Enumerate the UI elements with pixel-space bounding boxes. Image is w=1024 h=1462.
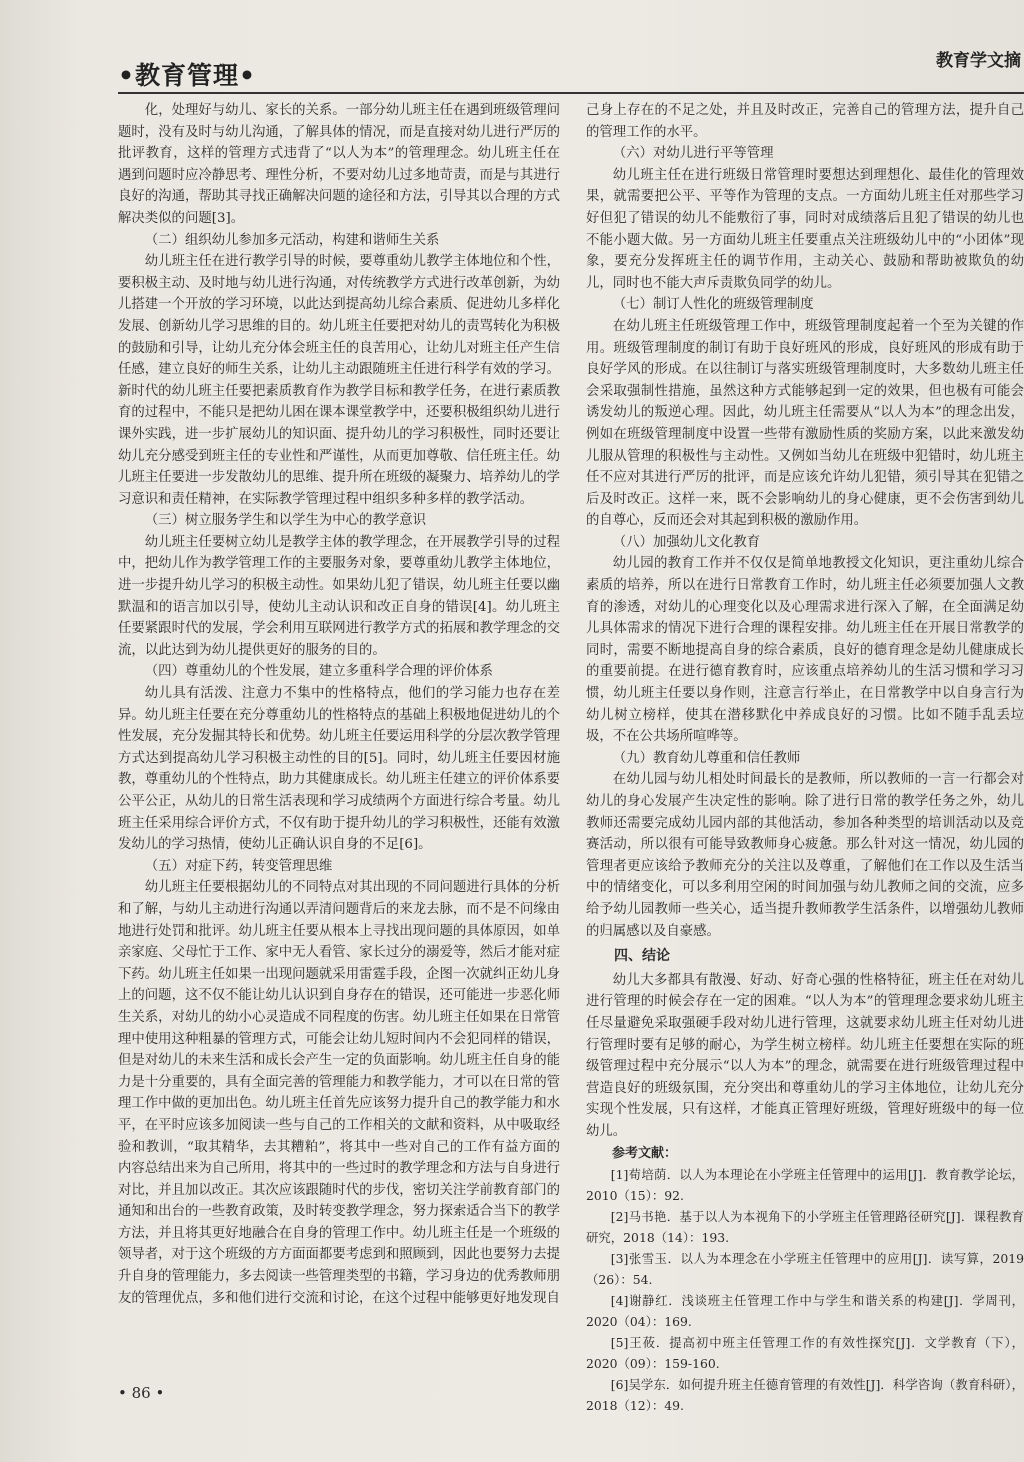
reference-item: [3]张雪玉．以人为本理念在小学班主任管理中的应用[J]．读写算，2019（26）：54. [586,1251,1024,1288]
body-paragraph: 幼儿园的教育工作并不仅仅是简单地教授文化知识，更注重幼儿综合素质的培养，所以在进行日常教育工作时，幼儿班主任必须要加强人文教育的渗透，对幼儿的心理变化以及心理需求进行深入了解，在全面满足幼儿具体需求的情况下进行合理的课程安排。幼儿班主任在开展日常教学的同时，需要不断地提高自身的综合素质，良好的德育理念是幼儿健康成长的重要前提。在进行德育教育时，应该重点培养幼儿的生活习惯和学习习惯，幼儿班主任要以身作则，注意言行举止，在日常教学中以自身言行为幼儿树立榜样，使其在潜移默化中养成良好的习惯。比如不随手乱丢垃圾，不在公共场所喧哗等。 [586,556,1024,745]
body-paragraph: 幼儿班主任要根据幼儿的不同特点对其出现的不同问题进行具体的分析和了解，与幼儿主动进行沟通以弄清问题背后的来龙去脉，而不是不问缘由地进行处罚和批评。幼儿班主任要从根本上寻找出现问题的具体原因，如单亲家庭、父母忙于工作、家中无人看管、家长过分的溺爱等，然后才能对症下药。幼儿班主任如果一出现问题就采用雷霆手段，企图一次就纠正幼儿身上的问题，这不仅不能让幼儿认识到自身存在的错误，还可能进一步恶化师生关系，对幼儿的幼小心灵造成不同程度的伤害。幼儿班主任如果在日常管理中使用这种粗暴的管理方式，可能会让幼儿短时间内不会犯同样的错误，但是对幼儿的未来生活和成长会产生一定的负面影响。幼儿班主任自身的能力是十分重要的，具有全面完善的管理能力和教学能力，才可以在日常的管理工作中做的更加出色。幼儿班主任首先应该努力提升自己的教学能力和水平，在平时应该多加阅读一些与自己的工作相关的文献和资料，从中吸取经验和教训，“取其精华，去其糟粕”，将其中一些对自己的工作有益方面的内容总结出来为自己所用，将其中的一些过时的教学理念和方法与自身进行对比，并且加以改正。其次应该跟随时代的步伐，密切关注学前教育部门的通知和出台的一些教育政策，及时转变教学理念，努力探索适合当下的教学方法，并且将其更好地融合在自身的管理工作中。幼儿班主任是一个班级的领导者，对于这个班级的方方面面都要考虑到和照顾到，因此也要努力去提升自身的管理能力，多去阅读一些管理类型的书籍，学习身边的优秀教师朋友的管理优点，多和他们进行交流和讨论，在这个过程中能够更好地发现自 [118,880,560,1306]
section-subheading: （七）制订人性化的班级管理制度 [612,297,814,313]
body-paragraph: 在幼儿园与幼儿相处时间最长的是教师，所以教师的一言一行都会对幼儿的身心发展产生决定性的影响。除了进行日常的教学任务之外，幼儿教师还需要完成幼儿园内部的其他活动，参加各种类型的培训活动以及竞赛活动，所以很有可能导致教师身心疲惫。那么针对这一情况，幼儿园的管理者更应该给予教师充分的关注以及尊重，了解他们在工作以及生活当中的情绪变化，可以多利用空闲的时间加强与幼儿教师之间的交流，应多给予幼儿园教师一些关心，适当提升教师教学生活条件，以增强幼儿教师的归属感以及自豪感。 [586,772,1024,939]
body-paragraph: 幼儿班主任在进行教学引导的时候，要尊重幼儿教学主体地位和个性，要积极主动、及时地与幼儿进行沟通，对传统教学方式进行改革创新，为幼儿搭建一个开放的学习环境，以此达到提高幼儿综合素质、促进幼儿多样化发展、创新幼儿学习思维的目的。幼儿班主任要把对幼儿的责骂转化为积极的鼓励和引导，让幼儿充分体会班主任的良苦用心，让幼儿对班主任产生信任感，建立良好的师生关系，让幼儿主动跟随班主任进行科学有效的学习。新时代的幼儿班主任要把素质教育作为教学目标和教学任务，在进行素质教育的过程中，不能只是把幼儿困在课本课堂教学中，还要积极组织幼儿进行课外实践，进一步扩展幼儿的知识面、提升幼儿的学习积极性，同时还要让幼儿充分感受到班主任的专业性和严谨性，从而更加尊敬、信任班主任。幼儿班主任要进一步发散幼儿的思维、提升所在班级的凝聚力、培养幼儿的学习意识和责任精神，在实际教学管理过程中组织多种多样的教学活动。 [118,254,560,507]
reference-item: [4]谢静红．浅谈班主任管理工作中与学生和谐关系的构建[J]．学周刊，2020（04）：169. [586,1293,1024,1330]
section-subheading: （六）对幼儿进行平等管理 [612,146,774,162]
body-paragraph: 幼儿大多都具有散漫、好动、好奇心强的性格特征，班主任在对幼儿进行管理的时候会存在一定的困难。“以人为本”的管理理念要求幼儿班主任尽量避免采取强硬手段对幼儿进行管理，这就要求幼儿班主任对幼儿进行管理时要有足够的耐心，为学生树立榜样。幼儿班主任要想在实际的班级管理过程中充分展示“以人为本”的理念，就需要在进行班级管理过程中营造良好的班级氛围，充分突出和尊重幼儿的学习主体地位，让幼儿充分实现个性发展，只有这样，才能真正管理好班级，管理好班级中的每一位幼儿。 [586,972,1024,1139]
reference-item: [6]吴学东．如何提升班主任德育管理的有效性[J]．科学咨询（教育科研），2018（12）：49. [586,1377,1024,1414]
body-paragraph: 化，处理好与幼儿、家长的关系。一部分幼儿班主任在遇到班级管理问题时，没有及时与幼儿沟通，了解具体的情况，而是直接对幼儿进行严厉的批评教育，这样的管理方式违背了“以人为本”的管理理念。幼儿班主任在遇到问题时应冷静思考、理性分析，不要对幼儿过多地苛责，而是与其进行良好的沟通，帮助其寻找正确解决问题的途径和方法，引导其以合理的方式解决类似的问题[3]。 [118,103,560,226]
section-subheading: （八）加强幼儿文化教育 [612,534,761,550]
body-paragraph: 己身上存在的不足之处，并且及时改正，完善自己的管理方法，提升自己的管理工作的水平。 [586,103,1024,140]
reference-item: [2]马书艳．基于以人为本视角下的小学班主任管理路径研究[J]．课程教育研究，2018（14）：193. [586,1209,1024,1246]
section-subheading: （九）教育幼儿尊重和信任教师 [612,750,801,766]
journal-name: 教育学文摘 [936,51,1021,71]
section-header: •教育管理• [118,61,256,90]
section-subheading: （五）对症下药，转变管理思维 [144,858,333,874]
section-subheading: （二）组织幼儿参加多元活动，构建和谐师生关系 [144,232,440,248]
section-subheading: （三）树立服务学生和以学生为中心的教学意识 [144,513,426,529]
left-column [118,100,560,1309]
body-paragraph: 幼儿班主任要树立幼儿是教学主体的教学理念，在开展教学引导的过程中，把幼儿作为教学管理工作的主要服务对象，要尊重幼儿教学主体地位，进一步提升幼儿学习的积极主动性。如果幼儿犯了错误，幼儿班主任要以幽默温和的语言加以引导，使幼儿主动认识和改正自身的错误[4]。幼儿班主任要紧跟时代的发展，学会利用互联网进行教学方式的拓展和教学理念的交流，以此达到为幼儿提供更好的服务的目的。 [118,534,560,658]
body-paragraph: 幼儿班主任在进行班级日常管理时要想达到理想化、最佳化的管理效果，就需要把公平、平等作为管理的支点。一方面幼儿班主任对那些学习好但犯了错误的幼儿不能敷衍了事，同时对成绩落后且犯了错误的幼儿也不能小题大做。另一方面幼儿班主任要重点关注班级幼儿中的“小团体”现象，要充分发挥班主任的调节作用，主动关心、鼓励和帮助被欺负的幼儿，同时也不能大声斥责欺负同学的幼儿。 [586,167,1024,291]
body-paragraph: 幼儿具有活泼、注意力不集中的性格特点，他们的学习能力也存在差异。幼儿班主任要在充分尊重幼儿的性格特点的基础上积极地促进幼儿的个性发展，充分发掘其特长和优势。幼儿班主任要运用科学的分层次教学管理方式达到提高幼儿学习积极主动性的目的[5]。同时，幼儿班主任要因材施教，尊重幼儿的个性特点，助力其健康成长。幼儿班主任建立的评价体系要公平公正，从幼儿的日常生活表现和学习成绩两个方面进行综合考量。幼儿班主任采用综合评价方式，不仅有助于提升幼儿的学习积极性，还能有效激发幼儿的学习热情，使幼儿正确认识自身的不足[6]。 [118,686,560,853]
reference-item: [1]荀培荫．以人为本理论在小学班主任管理中的运用[J]．教育教学论坛，2010（15）：92. [586,1167,1024,1204]
page-number: • 86 • [118,1384,165,1402]
section-subheading: （四）尊重幼儿的个性发展，建立多重科学合理的评价体系 [144,664,493,680]
right-column [586,100,1024,1416]
section-heading: 四、结论 [614,948,670,965]
reference-item: [5]王莜．提高初中班主任管理工作的有效性探究[J]．文学教育（下），2020（09）：159-160. [586,1335,1024,1372]
header-rule [118,92,1024,94]
body-paragraph: 在幼儿班主任班级管理工作中，班级管理制度起着一个至为关键的作用。班级管理制度的制订有助于良好班风的形成，良好班风的形成有助于良好学风的形成。在以往制订与落实班级管理制度时，大多数幼儿班主任会采取强制性措施，虽然这种方式能够起到一定的效果，但也极有可能会诱发幼儿的叛逆心理。因此，幼儿班主任需要从“以人为本”的理念出发，例如在班级管理制度中设置一些带有激励性质的奖励方案，以此来激发幼儿服从管理的积极性与主动性。又例如当幼儿在班级中犯错时，幼儿班主任不应对其进行严厉的批评，而是应该允许幼儿犯错，须引导其在犯错之后及时改正。这样一来，既不会影响幼儿的身心健康，更不会伤害到幼儿的自尊心，反而还会对其起到积极的激励作用。 [586,318,1024,529]
references-title: 参考文献： [612,1145,678,1161]
